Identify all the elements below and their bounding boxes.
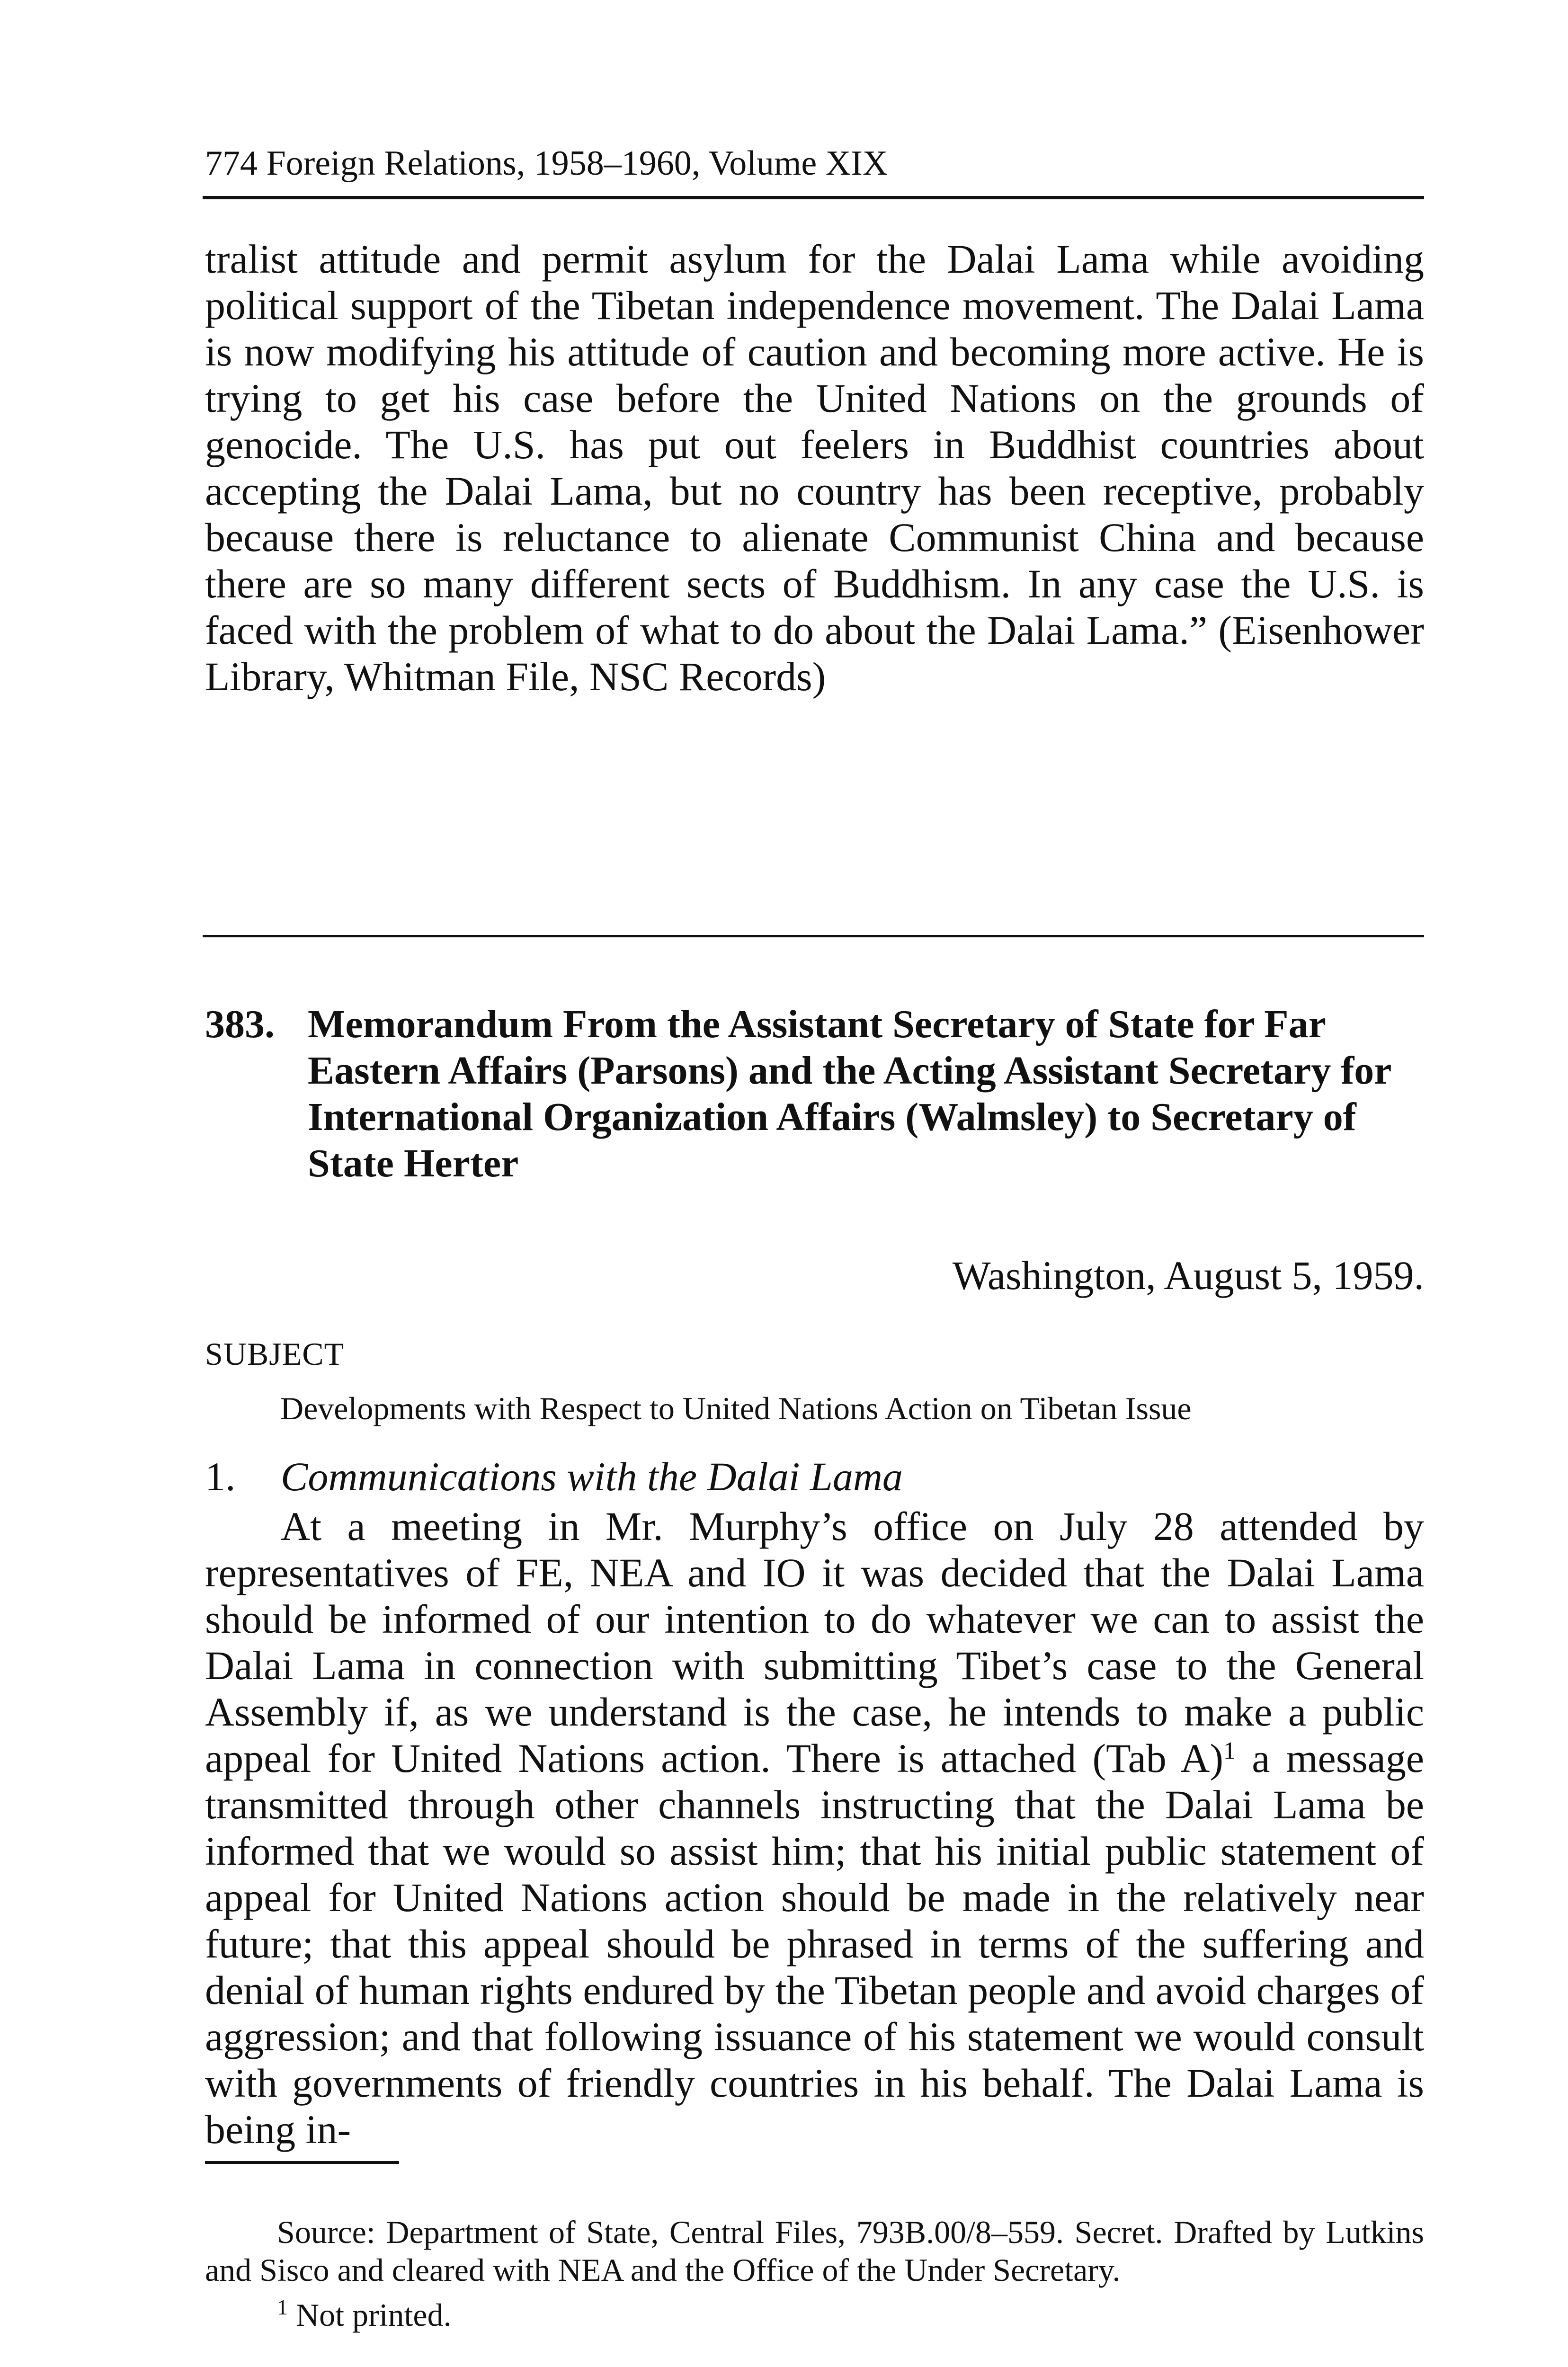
section-title: Communications with the Dalai Lama — [281, 1454, 903, 1499]
footnote-reference: 1 — [1223, 1737, 1236, 1764]
footnote-1-marker: 1 — [277, 2295, 288, 2319]
continuation-paragraph: tralist attitude and permit asylum for the Dalai Lama while avoiding political support of the Tibetan independence movement. The Dalai Lama is now modifying his attitude of caution and becoming more active. He is trying to get his case before the United Nations on the grounds of genocide. The U.S. has put out feelers in Buddhist countries about accepting the Dalai Lama, but no country has been receptive, probably because there is reluctance to alienate Communist China and because there are so many different sects of Buddhism. In any case the U.S. is faced with the problem of what to do about the Dalai Lama.” (Eisenhower Library, Whitman File, NSC Records) — [205, 236, 1424, 699]
footnote-1 — [277, 2296, 1423, 2334]
header-rule — [203, 196, 1424, 199]
section-number: 1. — [205, 1454, 236, 1499]
body-text-before-note: At a meeting in Mr. Murphy’s office on July 28 attended by representatives of FE, NEA and IO it was decided that the Dalai Lama should be informed of our intention to do whatever we can to assist the Dalai Lama in connection with submitting Tibet’s case to the General Assembly if, as we understand is the case, he intends to make a public appeal for United Nations action. There is attached (Tab A) — [205, 1504, 1424, 1781]
dateline: Washington, August 5, 1959. — [952, 1253, 1424, 1298]
subject-text: Developments with Respect to United Nations Action on Tibetan Issue — [280, 1390, 1192, 1426]
section-divider — [203, 935, 1424, 937]
document-number: 383. — [205, 1002, 275, 1046]
footnote-1-text: Not printed. — [296, 2297, 452, 2333]
document-title: Memorandum From the Assistant Secretary of State for Far Eastern Affairs (Parsons) and the Acting Assistant Secretary for International Organization Affairs (Walmsley) to Secretary of State Herter — [308, 1002, 1391, 1185]
running-head: 774 Foreign Relations, 1958–1960, Volume XIX — [205, 144, 888, 183]
subject-label: SUBJECT — [205, 1336, 345, 1372]
body-text-after-note: a message transmitted through other channels instructing that the Dalai Lama be informed that we would so assist him; that his initial public statement of appeal for United Nations action should be made in the relatively near future; that this appeal should be phrased in terms of the suffering and denial of human rights endured by the Tibetan people and avoid charges of aggression; and that following issuance of his statement we would consult with governments of friendly countries in his behalf. The Dalai Lama is being in- — [205, 1735, 1425, 2152]
body-paragraph — [205, 1503, 1424, 2153]
footnote-rule — [205, 2161, 399, 2164]
source-note: Source: Department of State, Central Files, 793B.00/8–559. Secret. Drafted by Lutkins and Sisco and cleared with NEA and the Office of the Under Secretary. — [205, 2214, 1424, 2288]
section-heading — [205, 1453, 903, 1500]
